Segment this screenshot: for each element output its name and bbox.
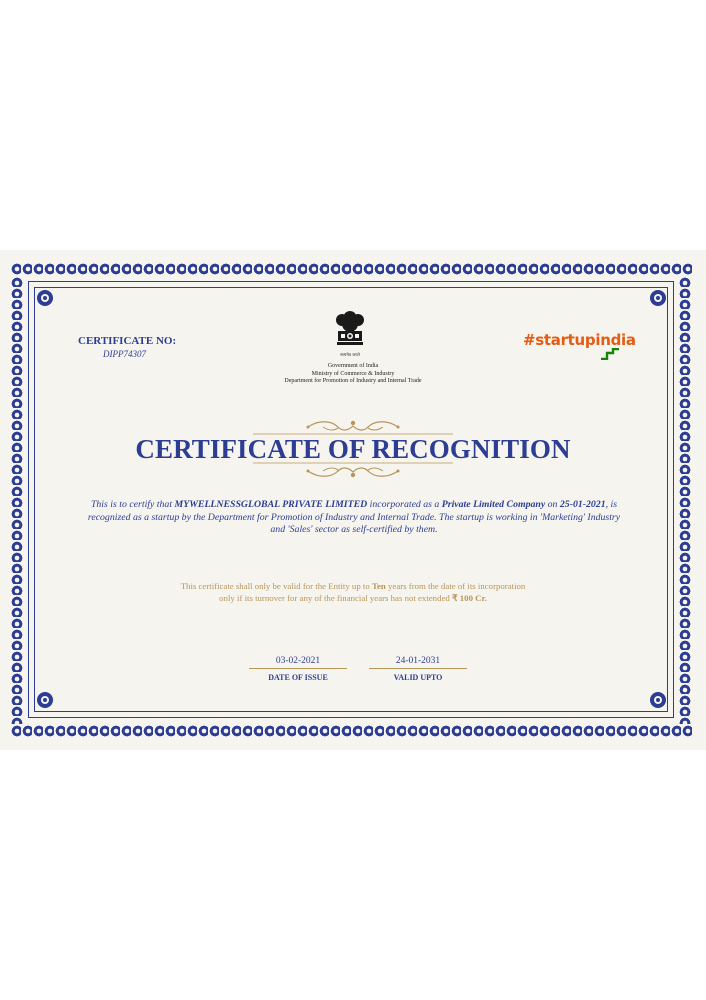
border-chain-left	[10, 276, 24, 724]
statement-text: , is recognized as a startup by the Department for Promotion of Industry and Internal Trade. The startup is working in 'Marketing' Industry and 'Sales' sector as self-certified by them.	[87, 499, 621, 535]
validity-years: Ten	[371, 581, 386, 591]
company-type: Private Limited Company	[441, 499, 546, 510]
corner-ornament-icon	[37, 290, 53, 306]
government-header	[253, 363, 453, 386]
border-chain-right	[678, 276, 692, 724]
certificate-title: CERTIFICATE OF RECOGNITION	[135, 434, 571, 464]
department-line: Department for Promotion of Industry and Internal Trade	[284, 378, 422, 384]
issue-date-value: 03-02-2021	[249, 656, 347, 669]
statement-text: on	[545, 499, 560, 510]
statement-text: incorporated as a	[367, 499, 442, 510]
corner-ornament-icon	[37, 692, 53, 708]
validity-text: only if its turnover for any of the financial years has not extended	[219, 593, 452, 603]
corner-ornament-icon	[650, 290, 666, 306]
startupindia-arrow-icon	[600, 348, 620, 360]
startupindia-logo: #startupindia	[523, 331, 636, 349]
corner-ornament-icon	[650, 692, 666, 708]
emblem-motto: सत्यमेव जयते	[340, 352, 360, 357]
title-ornament-bottom	[253, 461, 453, 479]
validity-note	[120, 580, 586, 604]
issue-date-label: DATE OF ISSUE	[268, 673, 328, 682]
certificate-number-value: DIPP74307	[103, 349, 146, 359]
company-name: MYWELLNESSGLOBAL PRIVATE LIMITED	[174, 499, 368, 510]
turnover-limit: ₹ 100 Cr.	[451, 593, 487, 603]
border-chain-bottom	[10, 724, 692, 738]
ministry-line: Ministry of Commerce & Industry	[311, 370, 395, 377]
certificate-number-label: CERTIFICATE NO:	[78, 335, 177, 347]
valid-upto-label: VALID UPTO	[393, 673, 443, 682]
valid-upto-value: 24-01-2031	[369, 656, 467, 669]
border-chain-top	[10, 262, 692, 276]
government-line: Government of India	[327, 363, 379, 369]
validity-text: years from the date of its incorporation	[385, 581, 526, 591]
validity-text: This certificate shall only be valid for the Entity up to	[180, 581, 372, 591]
certification-statement	[84, 499, 624, 537]
statement-text: This is to certify that	[90, 499, 175, 510]
incorporation-date: 25-01-2021	[559, 499, 606, 510]
